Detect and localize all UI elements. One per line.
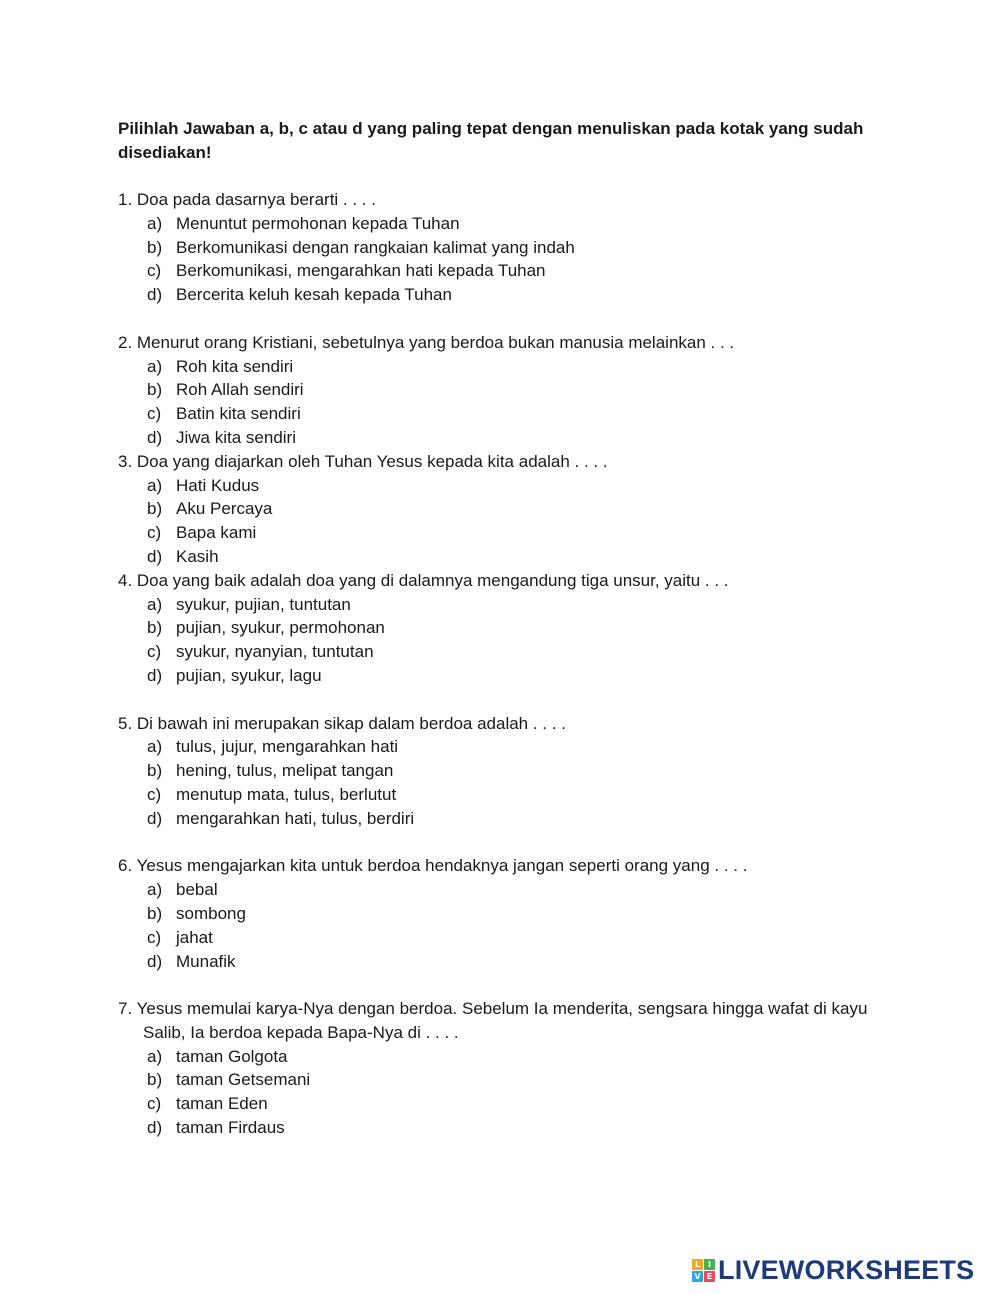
option-text: syukur, nyanyian, tuntutan [176,642,374,662]
option-a [118,474,888,498]
option-text: hening, tulus, melipat tangan [176,761,394,781]
option-c [118,1092,888,1116]
option-text: taman Golgota [176,1046,288,1066]
option-letter: d) [147,546,163,566]
option-a [118,878,888,902]
question-text: 1. Doa pada dasarnya berarti . . . . [118,190,376,209]
option-text: menutup mata, tulus, berlutut [176,784,397,804]
logo-cell-v: V [692,1271,703,1282]
question-4 [118,569,888,688]
option-text: jahat [176,927,213,947]
option-d [118,807,888,831]
question-text: 3. Doa yang diajarkan oleh Tuhan Yesus kepada kita adalah . . . . [118,451,608,471]
option-letter: a) [147,213,163,233]
option-letter: b) [147,618,163,638]
option-a [118,212,888,236]
option-b [118,497,888,521]
option-d [118,545,888,569]
option-letter: d) [147,427,163,447]
question-6 [118,854,888,973]
option-text: Menuntut permohonan kepada Tuhan [176,213,460,233]
option-letter: c) [147,523,162,543]
option-a [118,735,888,759]
question-3 [118,450,888,569]
option-letter: b) [147,499,163,519]
option-c [118,259,888,283]
option-text: Aku Percaya [176,499,273,519]
option-text: taman Firdaus [176,1118,285,1138]
option-text: taman Eden [176,1094,268,1114]
option-b [118,616,888,640]
option-c [118,402,888,426]
option-letter: c) [147,404,162,424]
option-c [118,521,888,545]
option-letter: d) [147,1118,163,1138]
option-text: Batin kita sendiri [176,404,301,424]
logo-mark-icon [692,1259,715,1282]
option-c [118,926,888,950]
option-letter: d) [147,808,163,828]
option-text: pujian, syukur, permohonan [176,618,385,638]
option-letter: b) [147,903,163,923]
option-letter: a) [147,1046,163,1066]
option-text: mengarahkan hati, tulus, berdiri [176,808,415,828]
option-b [118,378,888,402]
question-text: 6. Yesus mengajarkan kita untuk berdoa hendaknya jangan seperti orang yang . . . . [118,856,748,876]
option-letter: c) [147,927,162,947]
option-letter: c) [147,261,162,281]
option-list [118,355,888,450]
option-text: Munafik [176,951,236,971]
option-letter: a) [147,880,163,900]
option-c [118,783,888,807]
option-text: pujian, syukur, lagu [176,665,322,685]
question-5 [118,712,888,831]
option-list [118,735,888,830]
option-d [118,1116,888,1140]
option-a [118,593,888,617]
logo-wordmark: LIVEWORKSHEETS [718,1254,975,1285]
option-c [118,640,888,664]
option-letter: c) [147,642,162,662]
instruction-text: Pilihlah Jawaban a, b, c atau d yang paling tepat dengan menuliskan pada kotak yang sudah disediakan! [118,119,864,162]
option-letter: d) [147,285,163,305]
question-1 [118,188,888,307]
option-text: Hati Kudus [176,475,260,495]
worksheet-page [118,117,888,1140]
option-list [118,1045,888,1140]
option-d [118,950,888,974]
option-text: Roh Allah sendiri [176,380,304,400]
option-letter: a) [147,475,163,495]
option-text: syukur, pujian, tuntutan [176,594,351,614]
option-list [118,593,888,688]
question-text: 5. Di bawah ini merupakan sikap dalam berdoa adalah . . . . [118,713,566,733]
option-b [118,1068,888,1092]
option-d [118,426,888,450]
option-text: taman Getsemani [176,1070,311,1090]
option-text: Jiwa kita sendiri [176,427,296,447]
option-text: Bapa kami [176,523,257,543]
question-text: 2. Menurut orang Kristiani, sebetulnya yang berdoa bukan manusia melainkan . . . [118,332,735,352]
option-letter: c) [147,1094,162,1114]
option-letter: a) [147,594,163,614]
liveworksheets-logo [692,1256,974,1284]
option-letter: b) [147,237,163,257]
option-letter: d) [147,665,163,685]
question-text: 7. Yesus memulai karya-Nya dengan berdoa. Sebelum Ia menderita, sengsara hingga wafat di kayu Salib, Ia berdoa kepada Bapa-Nya di . . . . [118,999,868,1042]
option-letter: b) [147,380,163,400]
option-list [118,474,888,569]
logo-cell-l: L [692,1259,703,1270]
question-7 [118,997,888,1140]
option-b [118,236,888,260]
option-list [118,878,888,973]
option-text: sombong [176,903,246,923]
option-text: Berkomunikasi, mengarahkan hati kepada Tuhan [176,261,546,281]
option-a [118,355,888,379]
option-letter: c) [147,784,162,804]
option-letter: a) [147,356,163,376]
option-text: Berkomunikasi dengan rangkaian kalimat yang indah [176,237,575,257]
logo-cell-e: E [704,1271,715,1282]
option-text: tulus, jujur, mengarahkan hati [176,737,399,757]
option-d [118,283,888,307]
option-letter: a) [147,737,163,757]
option-text: Roh kita sendiri [176,356,294,376]
option-letter: b) [147,1070,163,1090]
option-b [118,902,888,926]
option-letter: d) [147,951,163,971]
question-2 [118,331,888,450]
option-text: Bercerita keluh kesah kepada Tuhan [176,285,452,305]
option-text: Kasih [176,546,219,566]
option-a [118,1045,888,1069]
option-text: bebal [176,880,218,900]
option-b [118,759,888,783]
logo-cell-i: I [704,1259,715,1270]
question-text: 4. Doa yang baik adalah doa yang di dalamnya mengandung tiga unsur, yaitu . . . [118,570,729,590]
option-d [118,664,888,688]
option-list [118,212,888,307]
option-letter: b) [147,761,163,781]
